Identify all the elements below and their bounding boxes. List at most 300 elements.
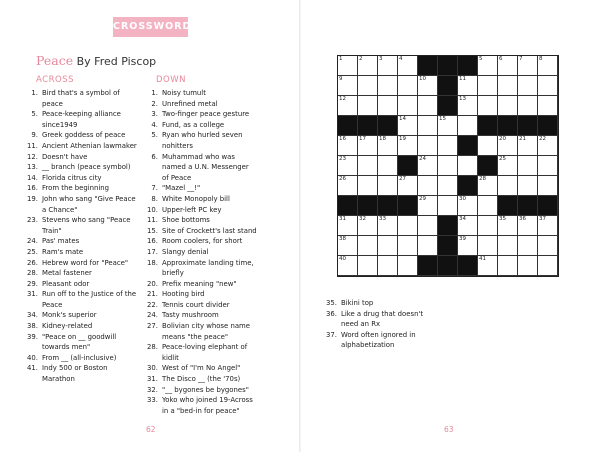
clue-text: named a U.N. Messenger [162, 163, 249, 172]
grid-cell[interactable] [358, 96, 378, 116]
clue-number: 32. [147, 385, 158, 394]
clue-text: Train" [42, 226, 62, 235]
clue-text: briefly [162, 269, 184, 278]
grid-cell[interactable] [358, 156, 378, 176]
grid-cell[interactable] [518, 176, 538, 196]
clue-line [323, 340, 463, 351]
clue-text: towards men" [42, 343, 91, 352]
clue-number: 27. [147, 322, 158, 331]
grid-cell-black [538, 116, 558, 136]
cell-number: 20 [499, 136, 506, 142]
clue-line [144, 130, 294, 141]
clue-line [144, 374, 294, 385]
clue-line [24, 183, 149, 194]
clue-number [24, 226, 38, 237]
clue-text: kidlit [162, 353, 179, 362]
clue-number [323, 319, 337, 330]
grid-cell[interactable] [538, 96, 558, 116]
grid-cell[interactable] [538, 256, 558, 276]
cell-number: 6 [499, 56, 503, 62]
grid-cell[interactable] [338, 96, 358, 116]
clue-line [144, 194, 294, 205]
clue-line [144, 152, 294, 163]
grid-cell-black [418, 256, 438, 276]
cell-number: 13 [459, 96, 466, 102]
clue-text: need an Rx [341, 320, 381, 329]
clue-text: Room coolers, for short [162, 237, 243, 246]
grid-cell-black [458, 176, 478, 196]
clue-number: 9. [31, 131, 38, 140]
book-spine [299, 0, 301, 452]
grid-cell[interactable] [538, 136, 558, 156]
clue-text: nohitters [162, 141, 193, 150]
grid-cell[interactable] [358, 56, 378, 76]
grid-cell[interactable] [378, 216, 398, 236]
grid-cell[interactable] [398, 116, 418, 136]
clue-line [24, 109, 149, 120]
grid-cell-black [358, 116, 378, 136]
grid-cell[interactable] [458, 236, 478, 256]
clue-number: 29. [27, 279, 38, 288]
clue-text: Site of Crockett's last stand [162, 226, 257, 235]
clue-line [24, 236, 149, 247]
cell-number: 14 [399, 116, 406, 122]
cell-number: 31 [339, 216, 346, 222]
clue-text: Bird that's a symbol of [42, 89, 120, 97]
clue-text: Stevens who sang "Peace [42, 216, 131, 225]
grid-cell[interactable] [518, 216, 538, 236]
clue-line [144, 342, 294, 353]
grid-cell-black [438, 96, 458, 116]
grid-cell[interactable] [458, 116, 478, 136]
clue-number: 36. [326, 309, 337, 318]
grid-cell[interactable] [538, 156, 558, 176]
clue-number: 5. [31, 110, 38, 119]
grid-cell[interactable] [498, 256, 518, 276]
page-number-left: 62 [146, 425, 156, 434]
clue-number [24, 120, 38, 131]
clue-line [24, 321, 149, 332]
cell-number: 28 [479, 176, 486, 182]
clue-text: Run off to the Justice of the [42, 290, 137, 299]
grid-cell[interactable] [478, 216, 498, 236]
grid-cell-black [498, 116, 518, 136]
grid-cell[interactable] [358, 76, 378, 96]
clue-line [24, 374, 149, 385]
grid-cell[interactable] [518, 256, 538, 276]
clue-line [144, 310, 294, 321]
grid-cell[interactable] [378, 176, 398, 196]
clue-line [24, 268, 149, 279]
clue-text: Tasty mushroom [162, 311, 219, 320]
clue-line [144, 385, 294, 396]
grid-cell[interactable] [438, 196, 458, 216]
grid-cell[interactable] [518, 236, 538, 256]
clue-number [24, 205, 38, 216]
cell-number: 7 [519, 56, 523, 62]
grid-cell[interactable] [418, 116, 438, 136]
cell-number: 16 [339, 136, 346, 142]
clue-line [24, 88, 149, 99]
clue-line [24, 363, 149, 374]
clue-number: 30. [147, 364, 158, 373]
clue-number: 10. [147, 205, 158, 214]
grid-cell[interactable] [398, 236, 418, 256]
clue-line [323, 309, 463, 320]
clue-text: peace [42, 99, 63, 108]
grid-cell-black [398, 156, 418, 176]
clue-text: Ryan who hurled seven [162, 131, 243, 140]
clue-line [24, 226, 149, 237]
clue-number [24, 300, 38, 311]
grid-cell[interactable] [338, 156, 358, 176]
grid-cell[interactable] [338, 216, 358, 236]
cell-number: 35 [499, 216, 506, 222]
grid-cell[interactable] [378, 156, 398, 176]
grid-cell[interactable] [398, 56, 418, 76]
clue-line [144, 300, 294, 311]
clue-text: From __ (all-inclusive) [42, 353, 117, 362]
clue-number [323, 340, 337, 351]
grid-cell[interactable] [418, 156, 438, 176]
clue-text: of Peace [162, 173, 192, 182]
grid-cell[interactable] [458, 76, 478, 96]
grid-cell[interactable] [538, 216, 558, 236]
clue-text: White Monopoly bill [162, 194, 230, 203]
cell-number: 11 [459, 76, 466, 82]
grid-cell[interactable] [338, 56, 358, 76]
clue-text: Peace [42, 300, 63, 309]
clue-number [24, 342, 38, 353]
grid-cell[interactable] [378, 136, 398, 156]
grid-cell[interactable] [418, 196, 438, 216]
grid-cell[interactable] [398, 256, 418, 276]
clue-number: 4. [151, 120, 158, 129]
clue-text: Pleasant odor [42, 279, 90, 288]
clue-line [323, 330, 463, 341]
clue-text: Indy 500 or Boston [42, 364, 108, 373]
grid-cell[interactable] [478, 136, 498, 156]
clue-line [144, 247, 294, 258]
grid-cell[interactable] [358, 216, 378, 236]
clue-line [144, 395, 294, 406]
clue-text: From the beginning [42, 184, 110, 193]
clue-number: 16. [147, 237, 158, 246]
clue-text: "Mazel __!" [162, 184, 201, 193]
clue-number: 8. [151, 194, 158, 203]
clue-line [24, 99, 149, 110]
grid-cell[interactable] [538, 236, 558, 256]
clue-number: 24. [27, 237, 38, 246]
clue-line [144, 183, 294, 194]
clue-text: means "the peace" [162, 332, 229, 341]
grid-cell[interactable] [438, 136, 458, 156]
clue-line [24, 194, 149, 205]
grid-cell[interactable] [458, 216, 478, 236]
grid-cell[interactable] [378, 56, 398, 76]
grid-cell[interactable] [458, 196, 478, 216]
grid-cell-black [438, 76, 458, 96]
clue-number: 20. [147, 279, 158, 288]
grid-cell[interactable] [418, 216, 438, 236]
clue-number [24, 99, 38, 110]
clue-text: Prefix meaning "new" [162, 279, 237, 288]
grid-cell-black [378, 196, 398, 216]
grid-cell[interactable] [498, 176, 518, 196]
clue-line [144, 363, 294, 374]
clue-number: 28. [27, 269, 38, 278]
clue-number: 33. [147, 396, 158, 405]
clue-number: 40. [27, 353, 38, 362]
clue-text: West of "I'm No Angel" [162, 364, 241, 373]
clue-text: Bolivian city whose name [162, 322, 250, 331]
clue-number: 22. [147, 300, 158, 309]
grid-cell-black [458, 256, 478, 276]
clue-text: Two-finger peace gesture [162, 110, 250, 119]
grid-cell[interactable] [378, 236, 398, 256]
clue-number: 41. [27, 364, 38, 373]
cell-number: 29 [419, 196, 426, 202]
clue-text: Monk's superior [42, 311, 97, 320]
cell-number: 30 [459, 196, 466, 202]
clue-number: 19. [27, 194, 38, 203]
clue-line [24, 258, 149, 269]
cell-number: 38 [339, 236, 346, 242]
clue-number: 12. [27, 152, 38, 161]
clue-number [144, 173, 158, 184]
grid-cell[interactable] [358, 176, 378, 196]
grid-cell-black [398, 196, 418, 216]
crossword-grid [337, 55, 559, 277]
clue-line [323, 298, 463, 309]
grid-cell[interactable] [518, 76, 538, 96]
grid-cell-black [358, 196, 378, 216]
grid-cell-black [438, 256, 458, 276]
grid-cell[interactable] [338, 76, 358, 96]
grid-cell[interactable] [518, 96, 538, 116]
clue-number: 6. [151, 152, 158, 161]
clue-line [24, 342, 149, 353]
down-clue-list [144, 88, 294, 416]
clue-text: Bikini top [341, 299, 374, 307]
grid-cell[interactable] [498, 96, 518, 116]
grid-cell[interactable] [418, 76, 438, 96]
grid-cell[interactable] [338, 256, 358, 276]
clue-text: Yoko who joined 19-Across [162, 396, 253, 405]
grid-cell-black [418, 56, 438, 76]
clue-number: 37. [326, 330, 337, 339]
grid-cell-black [518, 196, 538, 216]
clue-number: 16. [27, 184, 38, 193]
grid-cell-black [538, 196, 558, 216]
down-clue-list-continued [323, 298, 463, 351]
grid-cell[interactable] [398, 76, 418, 96]
clue-text: Hooting bird [162, 290, 205, 299]
clue-number: 11. [27, 141, 38, 150]
clue-number: 3. [151, 110, 158, 119]
clue-text: Shoe bottoms [162, 216, 210, 225]
clue-text: since1949 [42, 120, 78, 129]
clue-number [144, 141, 158, 152]
clue-text: __ branch (peace symbol) [42, 163, 131, 172]
grid-cell-black [438, 216, 458, 236]
grid-cell[interactable] [518, 56, 538, 76]
grid-cell[interactable] [498, 56, 518, 76]
clue-line [24, 215, 149, 226]
grid-cell[interactable] [338, 236, 358, 256]
grid-cell[interactable] [398, 176, 418, 196]
grid-cell[interactable] [538, 76, 558, 96]
grid-cell[interactable] [438, 176, 458, 196]
grid-cell[interactable] [478, 236, 498, 256]
grid-cell[interactable] [478, 256, 498, 276]
cell-number: 12 [339, 96, 346, 102]
grid-cell[interactable] [338, 176, 358, 196]
clue-line [24, 141, 149, 152]
grid-cell[interactable] [538, 56, 558, 76]
grid-cell[interactable] [418, 236, 438, 256]
grid-cell[interactable] [378, 96, 398, 116]
clue-number: 28. [147, 343, 158, 352]
clue-text: Like a drug that doesn't [341, 309, 424, 318]
clue-text: Slangy denial [162, 247, 209, 256]
grid-cell[interactable] [478, 76, 498, 96]
grid-cell[interactable] [358, 236, 378, 256]
cell-number: 32 [359, 216, 366, 222]
section-banner: CROSSWORD [113, 17, 188, 37]
grid-cell-black [518, 116, 538, 136]
grid-cell[interactable] [378, 256, 398, 276]
grid-cell[interactable] [398, 216, 418, 236]
cell-number: 21 [519, 136, 526, 142]
across-clue-list [24, 88, 149, 385]
clue-line [24, 332, 149, 343]
grid-cell[interactable] [478, 56, 498, 76]
clue-line [144, 141, 294, 152]
clue-text: Fund, as a college [162, 120, 225, 129]
grid-cell[interactable] [458, 156, 478, 176]
grid-cell[interactable] [458, 96, 478, 116]
grid-cell[interactable] [498, 76, 518, 96]
grid-cell[interactable] [498, 216, 518, 236]
cell-number: 36 [519, 216, 526, 222]
grid-cell[interactable] [418, 96, 438, 116]
clue-number: 38. [27, 322, 38, 331]
grid-cell[interactable] [398, 136, 418, 156]
grid-cell[interactable] [478, 196, 498, 216]
cell-number: 5 [479, 56, 483, 62]
grid-cell[interactable] [358, 136, 378, 156]
clue-line [24, 152, 149, 163]
grid-cell-black [338, 196, 358, 216]
clue-number: 13. [27, 163, 38, 172]
clue-text: Approximate landing time, [162, 258, 254, 267]
down-heading: DOWN [156, 75, 186, 85]
clue-line [144, 99, 294, 110]
clue-line [144, 279, 294, 290]
clue-line [144, 109, 294, 120]
grid-cell[interactable] [498, 236, 518, 256]
clue-text: Upper-left PC key [162, 205, 222, 214]
clue-number [144, 332, 158, 343]
clue-number: 2. [151, 99, 158, 108]
clue-text: in a "bed-in for peace" [162, 406, 240, 415]
grid-cell[interactable] [418, 136, 438, 156]
clue-text: Tennis court divider [162, 300, 230, 309]
clue-line [144, 120, 294, 131]
clue-line [144, 88, 294, 99]
grid-cell[interactable] [438, 116, 458, 136]
cell-number: 25 [499, 156, 506, 162]
clue-text: Ram's mate [42, 247, 84, 256]
grid-cell[interactable] [478, 96, 498, 116]
cell-number: 8 [539, 56, 543, 62]
clue-line [144, 173, 294, 184]
grid-cell[interactable] [518, 156, 538, 176]
grid-cell[interactable] [498, 136, 518, 156]
cell-number: 37 [539, 216, 546, 222]
clue-line [144, 406, 294, 417]
clue-text: Florida citrus city [42, 173, 102, 182]
grid-cell[interactable] [398, 96, 418, 116]
clue-number [144, 268, 158, 279]
cell-number: 24 [419, 156, 426, 162]
grid-cell[interactable] [538, 176, 558, 196]
clue-line [144, 236, 294, 247]
grid-cell-black [438, 56, 458, 76]
clue-number: 24. [147, 311, 158, 320]
grid-cell[interactable] [378, 76, 398, 96]
clue-number: 14. [27, 173, 38, 182]
grid-cell[interactable] [478, 176, 498, 196]
clue-number: 17. [147, 247, 158, 256]
clue-text: alphabetization [341, 341, 395, 350]
clue-text: Unrefined metal [162, 99, 218, 108]
clue-text: Greek goddess of peace [42, 131, 126, 140]
across-heading: ACROSS [36, 75, 74, 85]
grid-cell[interactable] [358, 256, 378, 276]
clue-line [144, 226, 294, 237]
clue-line [144, 205, 294, 216]
grid-cell[interactable] [338, 136, 358, 156]
clue-line [24, 279, 149, 290]
grid-cell[interactable] [418, 176, 438, 196]
clue-line [323, 319, 463, 330]
clue-line [144, 289, 294, 300]
grid-cell[interactable] [438, 156, 458, 176]
clue-line [144, 268, 294, 279]
clue-text: Peace-loving elephant of [162, 343, 248, 352]
clue-line [144, 162, 294, 173]
grid-cell[interactable] [518, 136, 538, 156]
cell-number: 19 [399, 136, 406, 142]
cell-number: 9 [339, 76, 343, 82]
cell-number: 23 [339, 156, 346, 162]
page-number-right: 63 [444, 425, 454, 434]
clue-line [144, 258, 294, 269]
grid-cell[interactable] [498, 156, 518, 176]
cell-number: 39 [459, 236, 466, 242]
puzzle-title-word: Peace [36, 53, 74, 68]
clue-text: Hebrew word for "Peace" [42, 258, 129, 267]
grid-cell-black [478, 116, 498, 136]
clue-line [144, 332, 294, 343]
clue-number: 7. [151, 184, 158, 193]
clue-number: 18. [147, 258, 158, 267]
grid-cell-black [438, 236, 458, 256]
clue-number: 21. [147, 290, 158, 299]
clue-text: Muhammad who was [162, 152, 235, 161]
